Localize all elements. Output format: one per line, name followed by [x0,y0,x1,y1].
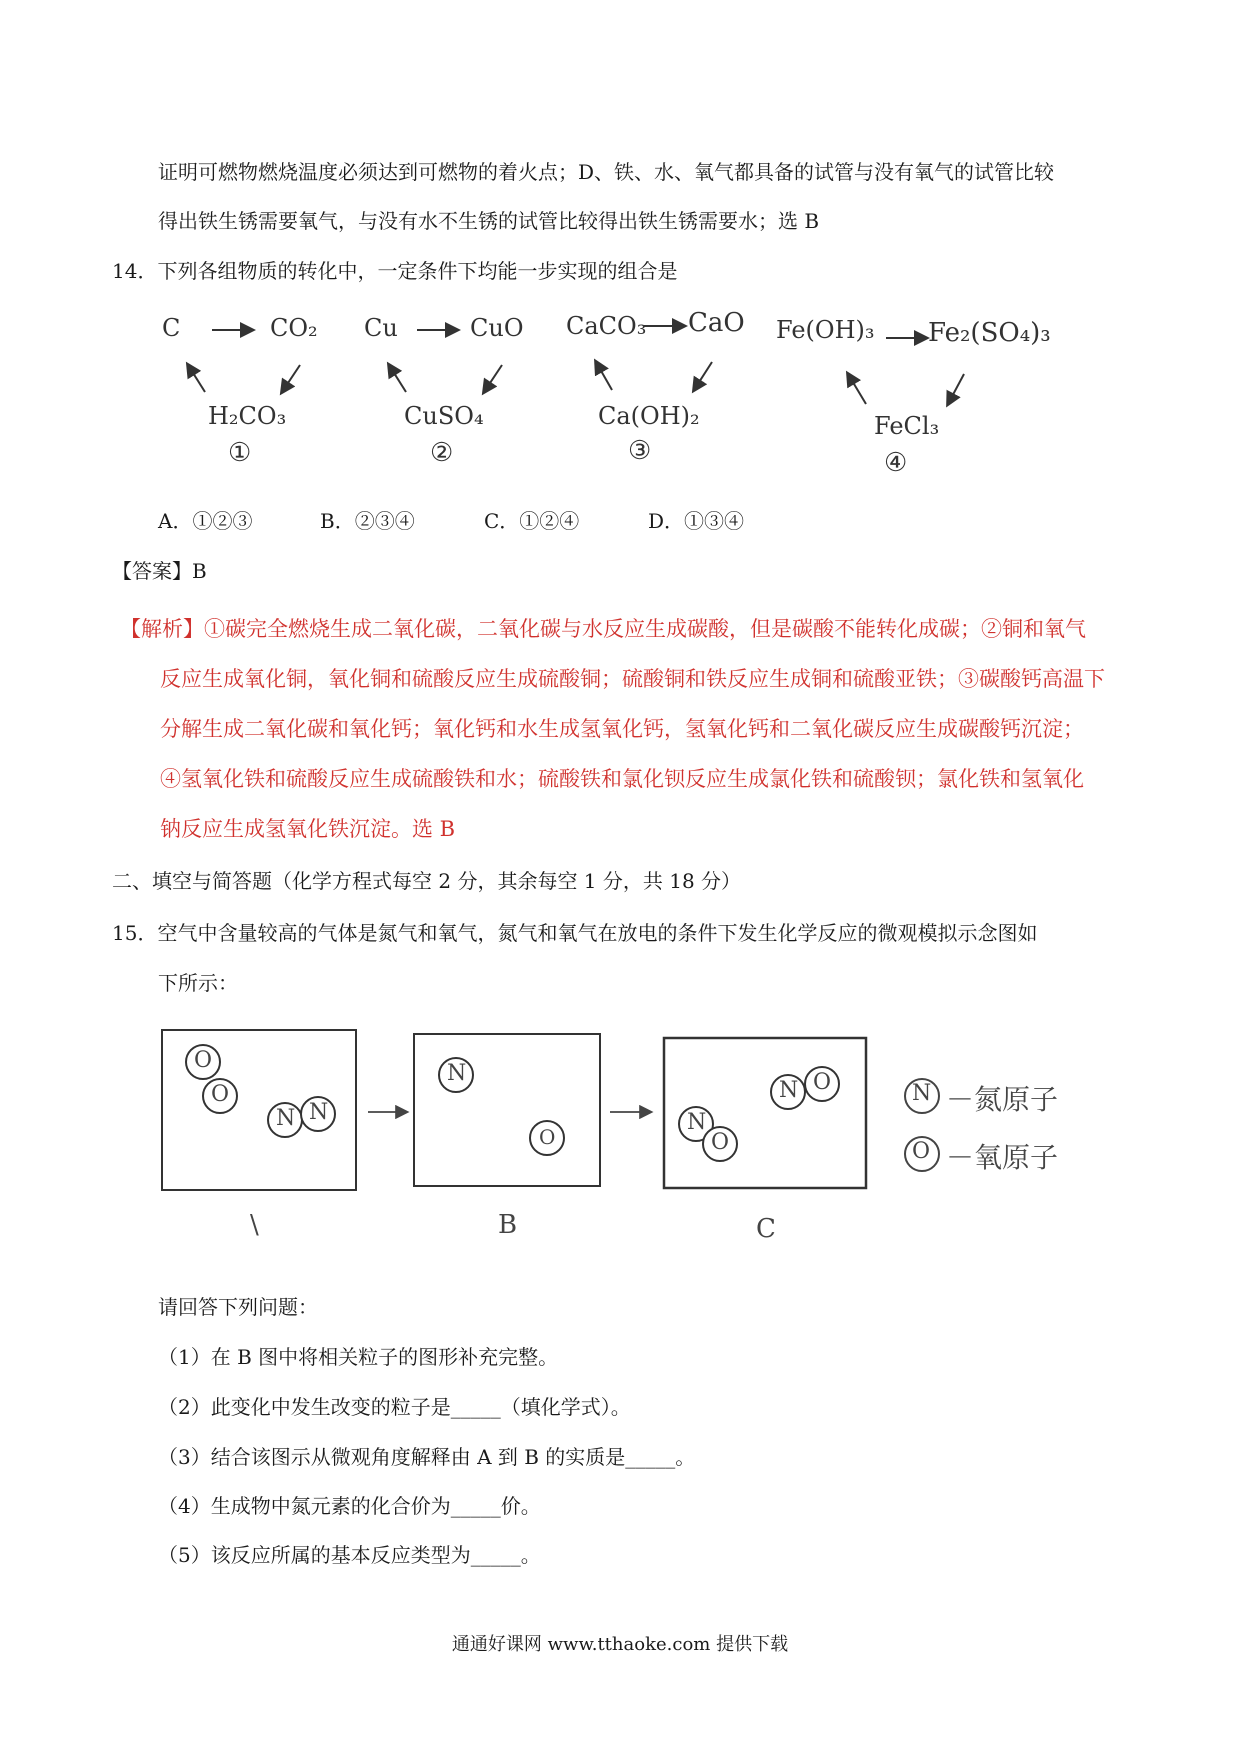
oxygen-atom: O [194,1048,213,1073]
analysis-line: ④氢氧化铁和硫酸反应生成硫酸铁和水；硫酸铁和氯化钡反应生成氯化铁和硫酸钡；氯化铁和氢氧化 [160,767,1084,791]
nitrogen-atom: N [276,1106,296,1131]
analysis-line: 反应生成氧化铜，氧化铜和硫酸反应生成硫酸铜；硫酸铜和铁反应生成铜和硫酸亚铁；③碳酸钙高温下 [160,667,1105,691]
legend-oxygen-symbol: O [912,1139,931,1164]
answer: 【答案】B [112,559,207,583]
substance-bottom: FeCl₃ [874,412,940,440]
legend-nitrogen-text: －氮原子 [946,1083,1059,1116]
oxygen-atom: O [539,1125,556,1149]
reaction-diagram [140,1020,1080,1250]
cycle-number: ① [228,438,252,468]
nitrogen-atom: N [779,1078,799,1103]
option-a: A．①②③ [158,509,253,533]
substance-right: CO₂ [270,314,318,342]
conversion-cycle-3 [566,306,756,476]
option-b: B．②③④ [320,509,415,533]
box-label-b: B [498,1210,518,1240]
sub-question-3: （3）结合该图示从微观角度解释由 A 到 B 的实质是_____。 [158,1445,696,1469]
box-label-a: \ [250,1210,259,1240]
text-line: 证明可燃物燃烧温度必须达到可燃物的着火点；D、铁、水、氧气都具备的试管与没有氧气的试管比较 [158,160,1055,184]
cycle-number: ② [430,438,454,468]
nitrogen-atom: N [687,1110,707,1135]
question-15-stem: 15．空气中含量较高的气体是氮气和氧气，氮气和氧气在放电的条件下发生化学反应的微观模拟示念图如 [112,921,1038,945]
page-footer: 通通好课网 www.tthaoke.com 提供下载 [451,1634,789,1655]
analysis-line: 【解析】①碳完全燃烧生成二氧化碳，二氧化碳与水反应生成碳酸，但是碳酸不能转化成碳；②铜和氧气 [120,617,1086,641]
option-c: C．①②④ [484,509,580,533]
sub-question-2: （2）此变化中发生改变的粒子是_____（填化学式）。 [158,1395,631,1419]
substance-right: Fe₂(SO₄)₃ [928,318,1051,348]
sub-question-4: （4）生成物中氮元素的化合价为_____价。 [158,1494,541,1518]
oxygen-atom: O [813,1070,832,1095]
sub-question-5: （5）该反应所属的基本反应类型为_____。 [158,1543,541,1567]
option-d: D．①③④ [648,509,745,533]
question-15-stem: 下所示： [158,971,238,995]
box-b [414,1034,600,1186]
oxygen-atom: O [211,1082,230,1107]
substance-left: Fe(OH)₃ [776,316,875,344]
text-line: 得出铁生锈需要氧气，与没有水不生锈的试管比较得出铁生锈需要水；选 B [158,209,820,233]
oxygen-atom: O [711,1130,730,1155]
substance-left: CaCO₃ [566,312,647,340]
legend-oxygen-text: －氧原子 [946,1141,1059,1174]
nitrogen-atom: N [447,1061,467,1086]
diagram-graphics [140,1020,1080,1250]
analysis-line: 钠反应生成氢氧化铁沉淀。选 B [160,817,456,841]
substance-left: Cu [364,314,398,342]
question-14-stem: 14．下列各组物质的转化中，一定条件下均能一步实现的组合是 [112,259,678,283]
conversion-cycle-4 [776,312,1056,490]
nitrogen-atom: N [309,1100,329,1125]
legend-nitrogen-symbol: N [912,1081,932,1106]
conversion-cycle-2 [362,310,542,480]
prompt-text: 请回答下列问题： [158,1295,318,1319]
analysis-line: 分解生成二氧化碳和氧化钙；氧化钙和水生成氢氧化钙，氢氧化钙和二氧化碳反应生成碳酸钙沉淀； [160,717,1084,741]
sub-question-1: （1）在 B 图中将相关粒子的图形补充完整。 [158,1345,559,1369]
substance-left: C [162,314,181,342]
substance-bottom: CuSO₄ [404,402,484,430]
substance-right: CaO [688,308,745,338]
substance-bottom: Ca(OH)₂ [598,402,700,430]
substance-bottom: H₂CO₃ [208,402,287,430]
conversion-cycle-1 [160,310,340,480]
box-label-c: C [756,1214,776,1244]
cycle-number: ③ [628,436,652,466]
section-heading: 二、填空与简答题（化学方程式每空 2 分，其余每空 1 分，共 18 分） [112,869,742,893]
substance-right: CuO [470,314,524,342]
cycle-number: ④ [884,448,908,478]
